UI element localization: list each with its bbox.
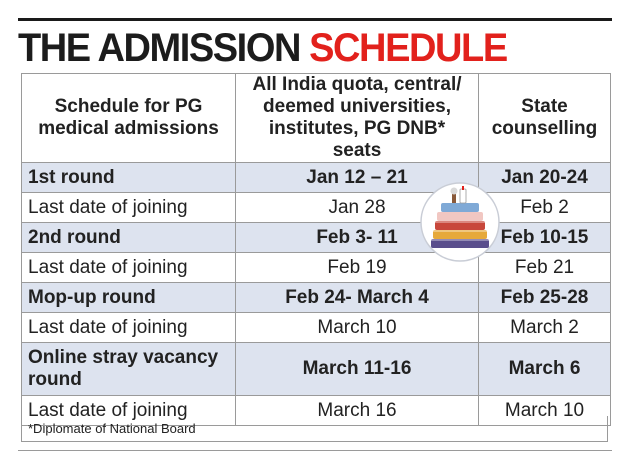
state-date: Feb 2	[479, 193, 611, 223]
headline-part-1: THE ADMISSION	[18, 26, 300, 70]
all-india-date: Feb 3- 11	[236, 223, 479, 253]
state-date: March 10	[479, 396, 611, 426]
admission-schedule-table	[21, 73, 611, 426]
headline-part-2: SCHEDULE	[309, 26, 507, 70]
state-date: Feb 21	[479, 253, 611, 283]
state-date: Jan 20-24	[479, 163, 611, 193]
books-illustration	[419, 181, 501, 263]
bottom-rule	[18, 450, 612, 451]
table-row	[22, 163, 611, 193]
row-label: Online stray vacancy round	[22, 343, 236, 396]
all-india-date: Jan 28	[236, 193, 479, 223]
table-row	[22, 313, 611, 343]
column-header-all-india: All India quota, central/ deemed universities, institutes, PG DNB* seats	[236, 74, 479, 163]
state-date: March 2	[479, 313, 611, 343]
all-india-date: March 11-16	[236, 343, 479, 396]
table-row	[22, 193, 611, 223]
headline	[18, 26, 582, 70]
row-label: Last date of joining	[22, 396, 236, 426]
row-label: 1st round	[22, 163, 236, 193]
table-row	[22, 343, 611, 396]
row-label: Last date of joining	[22, 313, 236, 343]
state-date: March 6	[479, 343, 611, 396]
column-header-state: State counselling	[479, 74, 611, 163]
all-india-date: March 10	[236, 313, 479, 343]
column-header-schedule: Schedule for PG medical admissions	[22, 74, 236, 163]
table-row	[22, 253, 611, 283]
header-row	[22, 74, 611, 163]
row-label: Last date of joining	[22, 193, 236, 223]
all-india-date: March 16	[236, 396, 479, 426]
table-row	[22, 283, 611, 313]
top-rule	[18, 18, 612, 21]
row-label: Mop-up round	[22, 283, 236, 313]
row-label: Last date of joining	[22, 253, 236, 283]
all-india-date: Feb 24- March 4	[236, 283, 479, 313]
state-date: Feb 10-15	[479, 223, 611, 253]
state-date: Feb 25-28	[479, 283, 611, 313]
all-india-date: Jan 12 – 21	[236, 163, 479, 193]
table-row	[22, 223, 611, 253]
all-india-date: Feb 19	[236, 253, 479, 283]
row-label: 2nd round	[22, 223, 236, 253]
footnote: *Diplomate of National Board	[21, 416, 608, 442]
